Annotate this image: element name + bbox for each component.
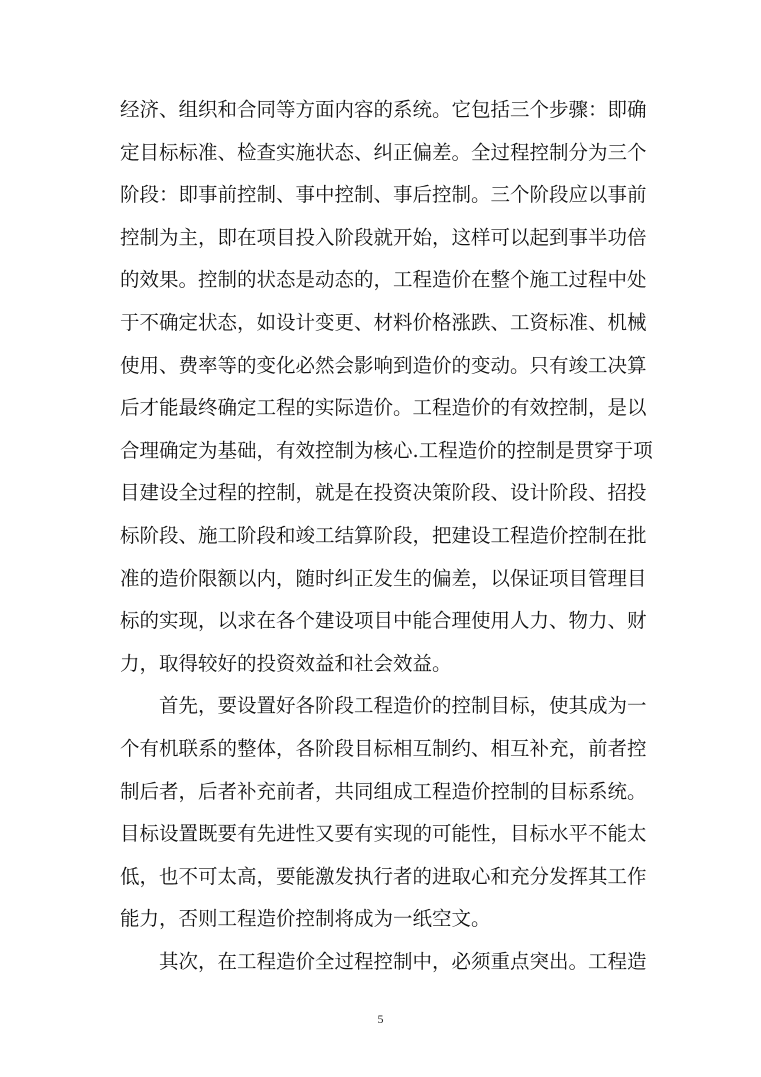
text-line: 个有机联系的整体，各阶段目标相互制约、相互补充，前者控 (120, 736, 647, 760)
text-line: 经济、组织和合同等方面内容的系统。它包括三个步骤：即确 (120, 98, 647, 121)
text-line: 标的实现，以求在各个建设项目中能合理使用人力、物力、财 (120, 609, 647, 633)
text-line: 使用、费率等的变化必然会影响到造价的变动。只有竣工决算 (120, 353, 647, 377)
text-line: 低，也不可太高，要能激发执行者的进取心和充分发挥其工作 (120, 864, 647, 888)
text-line: 力，取得较好的投资效益和社会效益。 (120, 651, 452, 675)
text-line: 目标设置既要有先进性又要有实现的可能性，目标水平不能太 (120, 822, 647, 846)
text-line: 的效果。控制的状态是动态的，工程造价在整个施工过程中处 (120, 268, 647, 292)
text-line: 目建设全过程的控制，就是在投资决策阶段、设计阶段、招投 (120, 481, 647, 505)
text-line: 控制为主，即在项目投入阶段就开始，这样可以起到事半功倍 (120, 225, 647, 249)
text-line: 合理确定为基础，有效控制为核心.工程造价的控制是贯穿于项 (120, 438, 653, 462)
paragraph (120, 685, 647, 941)
page-number: 5 (377, 1012, 384, 1026)
text-line: 准的造价限额以内，随时纠正发生的偏差，以保证项目管理目 (120, 566, 647, 590)
text-line: 于不确定状态，如设计变更、材料价格涨跌、工资标准、机械 (120, 310, 647, 334)
text-line: 首先，要设置好各阶段工程造价的控制目标，使其成为一 (159, 694, 647, 718)
document-body (120, 89, 653, 983)
paragraph (120, 941, 647, 984)
text-line: 定目标标准、检查实施状态、纠正偏差。全过程控制分为三个 (120, 140, 647, 164)
text-line: 能力，否则工程造价控制将成为一纸空文。 (120, 907, 491, 931)
text-line: 后才能最终确定工程的实际造价。工程造价的有效控制，是以 (120, 396, 647, 420)
paragraph (120, 89, 653, 685)
text-line: 标阶段、施工阶段和竣工结算阶段，把建设工程造价控制在批 (120, 523, 647, 547)
text-line: 其次，在工程造价全过程控制中，必须重点突出。工程造 (159, 949, 647, 973)
text-line: 制后者，后者补充前者，共同组成工程造价控制的目标系统。 (120, 779, 647, 803)
text-line: 阶段：即事前控制、事中控制、事后控制。三个阶段应以事前 (120, 183, 647, 207)
